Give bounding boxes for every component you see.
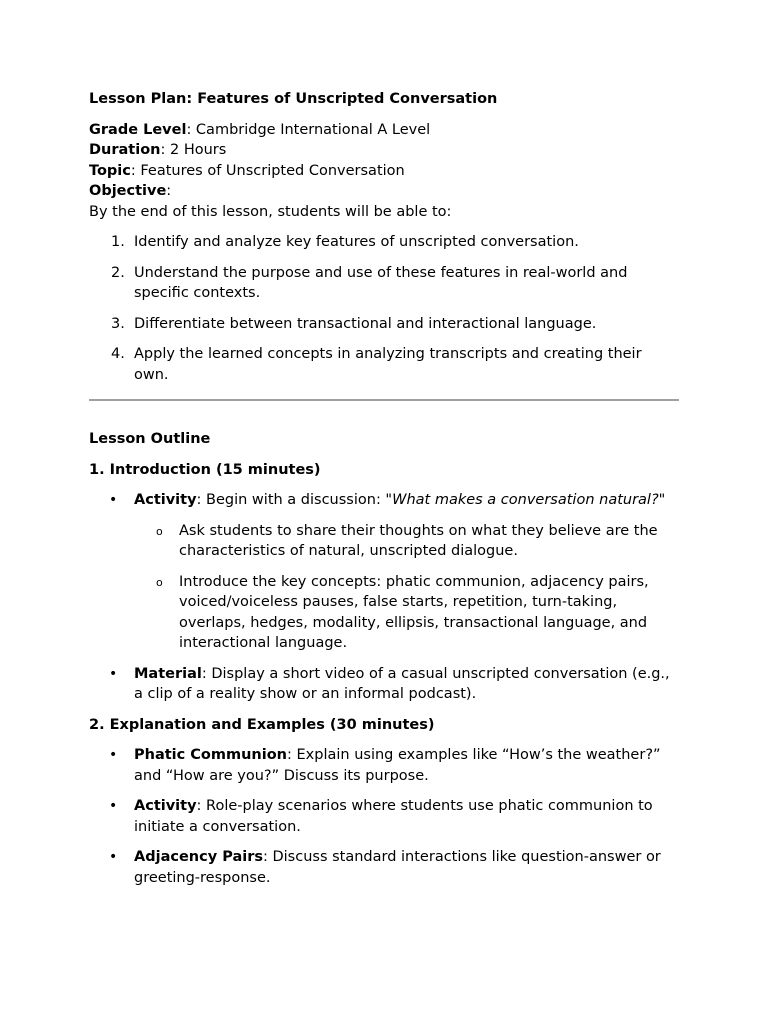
activity-label: Activity: [134, 492, 197, 508]
list-item: [89, 263, 679, 304]
item-label: Phatic Communion: [134, 747, 288, 763]
list-item: [89, 490, 679, 654]
objective-intro: By the end of this lesson, students will be able to:: [89, 203, 452, 220]
grade-level-value: : Cambridge International A Level: [186, 121, 431, 138]
introduction-heading: 1. Introduction (15 minutes): [89, 461, 321, 478]
circle-bullet-icon: o: [156, 524, 163, 538]
list-number: 2.: [111, 264, 125, 281]
list-item-text: Understand the purpose and use of these features in real-world and specific contexts.: [134, 264, 628, 301]
list-item: [89, 232, 679, 253]
topic-label: Topic: [89, 162, 131, 179]
bullet-icon: •: [109, 665, 118, 682]
duration-line: [89, 140, 679, 161]
activity-quote-end: ": [658, 492, 666, 508]
list-item: [89, 847, 679, 888]
list-number: 3.: [111, 315, 125, 332]
topic-line: [89, 161, 679, 182]
list-item: [89, 796, 679, 837]
lesson-meta: [89, 120, 679, 223]
circle-bullet-icon: o: [156, 575, 163, 589]
item-label: Adjacency Pairs: [134, 849, 263, 865]
explanation-heading: 2. Explanation and Examples (30 minutes): [89, 716, 435, 733]
activity-question: What makes a conversation natural?: [392, 492, 659, 508]
objective-colon: :: [166, 183, 172, 199]
duration-label: Duration: [89, 142, 161, 158]
list-item-text: Introduce the key concepts: phatic communion, adjacency pairs, voiced/voiceless pauses, false starts, repetition, turn-taking, overlaps, hedges, modality, ellipsis, transactional language, and interactional language.: [179, 573, 649, 651]
list-item: [89, 745, 679, 786]
activity-text: : Begin with a discussion: ": [196, 492, 393, 508]
activity-sublist: [134, 521, 679, 654]
list-item-text: Differentiate between transactional and interactional language.: [134, 315, 597, 332]
material-text: : Display a short video of a casual unscripted conversation (e.g., a clip of a reality show or an informal podcast).: [134, 665, 670, 702]
list-item: [89, 664, 679, 705]
list-item: [134, 572, 679, 654]
list-item-text: Ask students to share their thoughts on what they believe are the characteristics of natural, unscripted dialogue.: [179, 522, 658, 559]
bullet-icon: •: [109, 492, 118, 508]
objective-label: Objective: [89, 183, 167, 199]
bullet-icon: •: [109, 747, 118, 763]
page-title: Lesson Plan: Features of Unscripted Conversation: [89, 91, 498, 107]
list-item-text: Apply the learned concepts in analyzing transcripts and creating their own.: [134, 346, 642, 383]
topic-value: : Features of Unscripted Conversation: [130, 162, 405, 179]
grade-level-label: Grade Level: [89, 121, 187, 138]
material-label: Material: [134, 665, 202, 682]
horizontal-divider: [89, 399, 679, 401]
grade-level-line: [89, 120, 679, 141]
item-text: : Role-play scenarios where students use phatic communion to initiate a conversation.: [134, 798, 653, 835]
bullet-icon: •: [109, 849, 118, 865]
list-item: [134, 521, 679, 562]
list-number: 4.: [111, 346, 125, 362]
item-text: : Discuss standard interactions like question-answer or greeting-response.: [134, 849, 661, 886]
bullet-icon: •: [109, 798, 118, 814]
list-item-text: Identify and analyze key features of unscripted conversation.: [134, 234, 579, 250]
objective-line: [89, 181, 679, 202]
document-content: [89, 89, 679, 888]
item-text: : Explain using examples like “How’s the weather?” and “How are you?” Discuss its purpose.: [134, 747, 661, 784]
lesson-outline-heading: Lesson Outline: [89, 431, 211, 447]
introduction-list: [89, 490, 679, 705]
list-item: [89, 344, 679, 385]
duration-value: : 2 Hours: [160, 142, 227, 158]
explanation-list: [89, 745, 679, 888]
objectives-list: [89, 232, 679, 385]
item-label: Activity: [134, 798, 197, 814]
list-item: [89, 314, 679, 335]
list-number: 1.: [111, 234, 125, 250]
